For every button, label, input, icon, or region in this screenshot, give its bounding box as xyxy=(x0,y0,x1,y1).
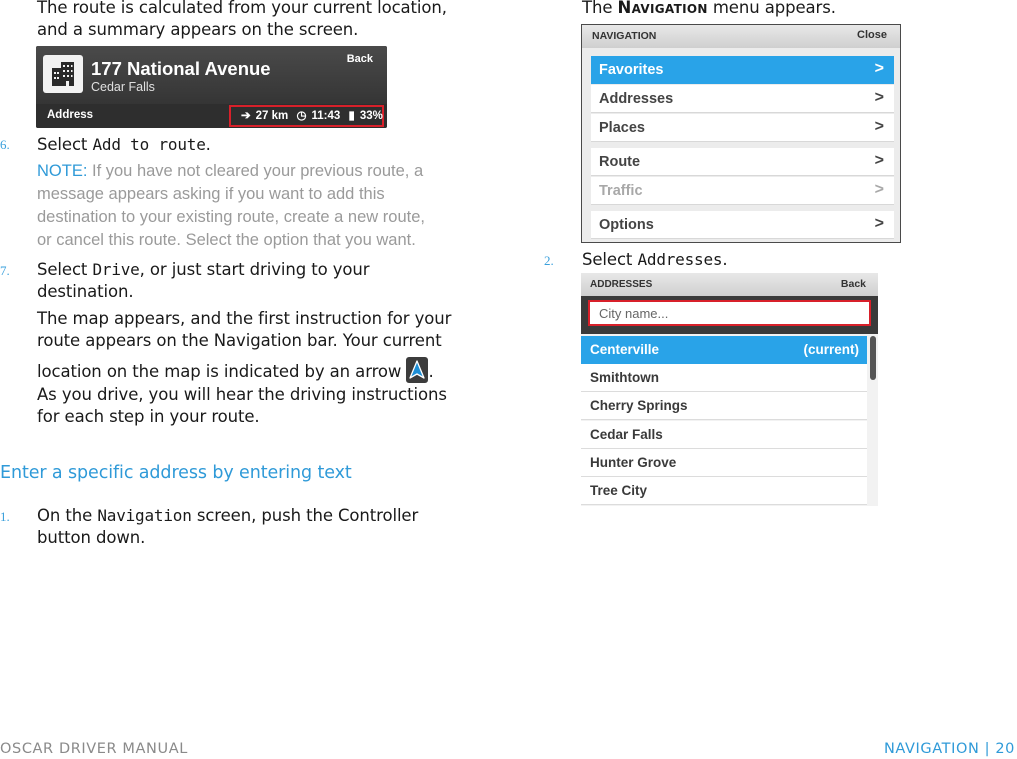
addresses-header xyxy=(581,273,878,296)
ui-term: Add to route xyxy=(92,135,206,154)
back-button[interactable]: Back xyxy=(346,53,373,65)
chevron-right-icon: > xyxy=(874,60,884,77)
menu-item-places[interactable]: Places > xyxy=(591,114,894,142)
arrow-right-icon: ➔ xyxy=(241,110,251,122)
route-destination-title: 177 National Avenue xyxy=(91,58,271,79)
note-label: NOTE: xyxy=(37,162,88,180)
list-item-cherry-springs[interactable]: Cherry Springs xyxy=(581,392,867,420)
list-item-smithtown[interactable]: Smithtown xyxy=(581,364,867,392)
section-heading: Enter a specific address by entering text xyxy=(0,463,352,483)
scrollbar-thumb[interactable] xyxy=(870,336,876,380)
step-2-text: Select Addresses. xyxy=(582,250,728,269)
battery-icon: ▮ xyxy=(348,110,355,122)
chevron-right-icon: > xyxy=(874,215,884,232)
step-number: 6. xyxy=(0,137,10,152)
chevron-right-icon: > xyxy=(874,118,884,135)
list-item-tree-city[interactable]: Tree City xyxy=(581,477,867,505)
list-item-centerville[interactable]: Centerville (current) xyxy=(581,336,867,364)
step-7-text: Select Drive, or just start driving to your destination. xyxy=(37,260,370,301)
clock-icon: ◷ xyxy=(296,110,307,122)
chevron-right-icon: > xyxy=(874,181,884,198)
step-6-text: Select Add to route. xyxy=(37,135,211,154)
menu-intro-text: The Navigation menu appears. xyxy=(582,0,836,17)
navigation-title: NAVIGATION xyxy=(592,30,657,42)
route-summary-bar xyxy=(36,104,387,128)
route-distance: 27 km xyxy=(255,110,289,122)
intro-text: The route is calculated from your current location, and a summary appears on the screen. xyxy=(37,0,447,39)
addresses-title: ADDRESSES xyxy=(590,279,653,290)
addresses-screenshot xyxy=(581,273,878,506)
step-number: 2. xyxy=(544,253,554,268)
route-stats-highlight xyxy=(229,105,384,127)
list-item-cedar-falls[interactable]: Cedar Falls xyxy=(581,421,867,449)
route-destination-city: Cedar Falls xyxy=(91,80,155,94)
nav-arrow-icon xyxy=(406,357,428,383)
current-tag: (current) xyxy=(803,342,859,357)
chevron-right-icon: > xyxy=(874,89,884,106)
step-number: 7. xyxy=(0,263,10,278)
menu-item-traffic[interactable]: Traffic > xyxy=(591,177,894,205)
ui-term: Navigation xyxy=(617,0,708,17)
route-summary-screenshot xyxy=(36,46,387,128)
ui-term: Addresses xyxy=(637,250,723,269)
route-time: 11:43 xyxy=(311,110,341,122)
menu-item-options[interactable]: Options > xyxy=(591,211,894,239)
ui-term: Drive xyxy=(92,260,140,279)
ui-term: Navigation xyxy=(97,506,192,525)
map-description: The map appears, and the first instruction for your route appears on the Navigation bar. Your current location on the map is indicated by an arrow . As you drive, you will hear the driving instructions for each step in your route. xyxy=(37,309,452,426)
navigation-menu-screenshot xyxy=(581,24,901,243)
chevron-right-icon: > xyxy=(874,152,884,169)
footer-manual-title: OSCAR DRIVER MANUAL xyxy=(0,741,188,757)
menu-item-addresses[interactable]: Addresses > xyxy=(591,85,894,113)
building-icon xyxy=(43,55,83,93)
route-battery: 33% xyxy=(359,110,383,122)
menu-item-route[interactable]: Route > xyxy=(591,148,894,176)
close-button[interactable]: Close xyxy=(857,29,887,41)
navigation-header xyxy=(582,25,900,48)
list-item-hunter-grove[interactable]: Hunter Grove xyxy=(581,449,867,477)
back-button[interactable]: Back xyxy=(840,278,866,290)
step-number: 1. xyxy=(0,509,10,524)
menu-item-favorites[interactable]: Favorites > xyxy=(591,56,894,84)
note-block: NOTE: If you have not cleared your previous route, a message appears asking if you want to add this destination to your existing route, create a new route, or cancel this route. Select the option that you want. xyxy=(37,162,425,249)
footer-page-number: NAVIGATION | 20 xyxy=(883,741,1015,757)
step-1-text: On the Navigation screen, push the Controller button down. xyxy=(37,506,419,547)
address-label: Address xyxy=(47,109,94,121)
city-search-input[interactable]: City name... xyxy=(588,300,871,326)
